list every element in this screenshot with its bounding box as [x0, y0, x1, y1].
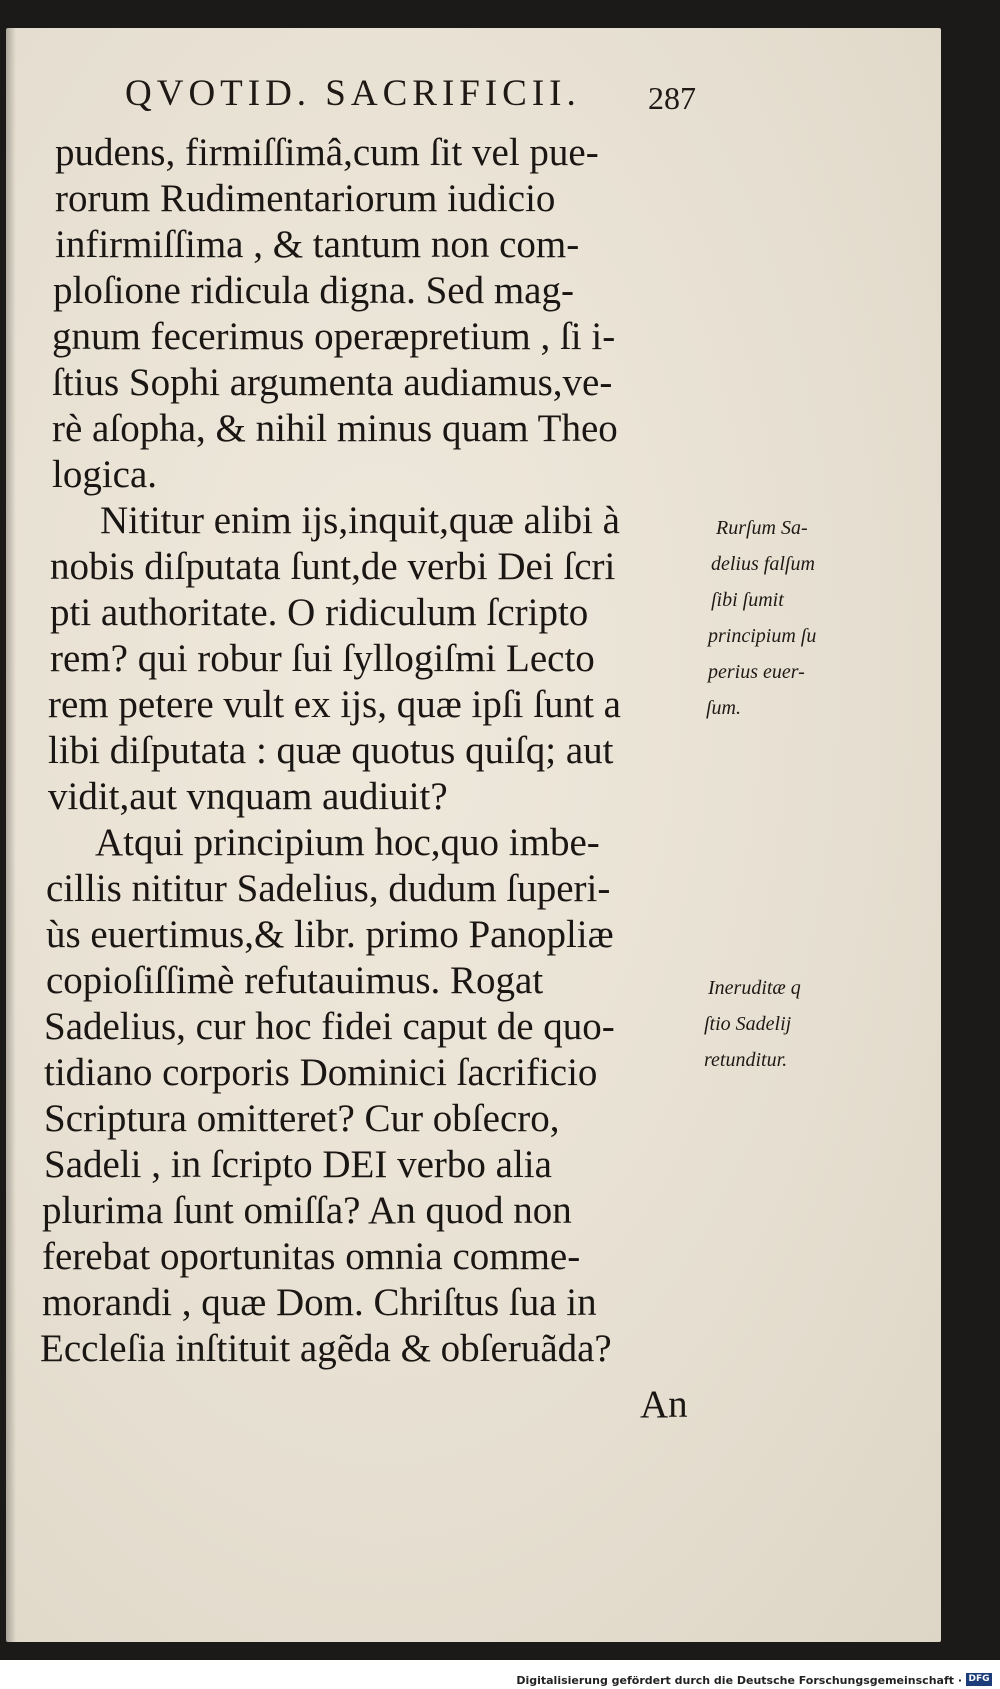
- body-line: nobis diſputata ſunt,de verbi Dei ſcri: [50, 545, 616, 588]
- running-head: QVOTID. SACRIFICII.: [125, 73, 581, 114]
- body-line: logica.: [52, 453, 158, 496]
- body-line: pti authoritate. O ridiculum ſcripto: [50, 591, 589, 634]
- margin-note-line: ſtio Sadelij: [704, 1013, 792, 1035]
- margin-note-line: retunditur.: [704, 1049, 788, 1071]
- dfg-logo: DFG: [966, 1673, 992, 1686]
- body-line: morandi , quæ Dom. Chriſtus ſua in: [42, 1281, 597, 1324]
- margin-note-line: Rurſum Sa-: [716, 517, 808, 539]
- body-line: Sadeli , in ſcripto DEI verbo alia: [44, 1143, 552, 1186]
- body-line: infirmiſſima , & tantum non com-: [55, 223, 580, 266]
- body-line: ploſione ridicula digna. Sed mag-: [53, 269, 574, 312]
- body-line: Eccleſia inſtituit agẽda & obſeruãda?: [40, 1327, 612, 1370]
- body-line: rè aſopha, & nihil minus quam Theo: [52, 407, 618, 450]
- body-line: ſtius Sophi argumenta audiamus,ve-: [52, 361, 613, 404]
- body-line: Atqui principium hoc,quo imbe-: [95, 821, 600, 864]
- footer-credit: Digitalisierung gefördert durch die Deutsche Forschungsgemeinschaft ·: [516, 1674, 962, 1687]
- body-line: cillis nititur Sadelius, dudum ſuperi-: [46, 867, 611, 910]
- body-line: tidiano corporis Dominici ſacrificio: [44, 1051, 598, 1094]
- body-line: libi diſputata : quæ quotus quiſq; aut: [48, 729, 614, 772]
- body-line: rorum Rudimentariorum iudicio: [55, 177, 556, 220]
- body-line: pudens, firmiſſimâ,cum ſit vel pue-: [55, 131, 599, 174]
- page-gutter-shadow: [6, 28, 16, 1642]
- margin-note-line: principium ſu: [708, 625, 817, 647]
- body-line: ùs euertimus,& libr. primo Panopliæ: [46, 913, 614, 956]
- catchword: An: [640, 1383, 688, 1426]
- body-line: rem? qui robur ſui ſyllogiſmi Lecto: [50, 637, 595, 680]
- margin-note-line: ſum.: [706, 697, 741, 719]
- margin-note-line: perius euer-: [708, 661, 805, 683]
- margin-note-line: Ineruditæ q: [708, 977, 801, 999]
- body-line: gnum fecerimus operæpretium , ſi i-: [52, 315, 616, 358]
- body-line: Nititur enim ijs,inquit,quæ alibi à: [100, 499, 620, 542]
- body-line: vidit,aut vnquam audiuit?: [48, 775, 448, 818]
- body-line: rem petere vult ex ijs, quæ ipſi ſunt a: [48, 683, 621, 726]
- body-line: copioſiſſimè refutauimus. Rogat: [46, 959, 544, 1002]
- page-number: 287: [648, 80, 696, 116]
- body-line: plurima ſunt omiſſa? An quod non: [42, 1189, 572, 1232]
- body-line: ferebat oportunitas omnia comme-: [42, 1235, 581, 1278]
- body-line: Sadelius, cur hoc fidei caput de quo-: [44, 1005, 615, 1048]
- margin-note-line: ſibi ſumit: [711, 589, 784, 611]
- margin-note-line: delius falſum: [711, 553, 815, 575]
- body-line: Scriptura omitteret? Cur obſecro,: [44, 1097, 560, 1140]
